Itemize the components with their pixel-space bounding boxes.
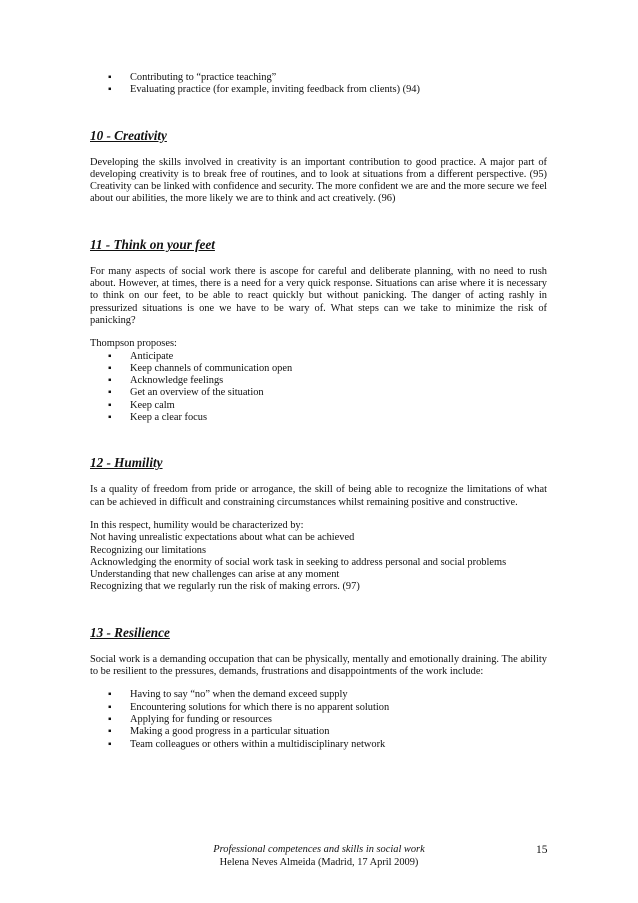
resilience-paragraph: Social work is a demanding occupation that can be physically, mentally and emotionally draining. The ability to be resilient to the pressures, demands, frustrations and disappointments of the work include:: [90, 653, 547, 678]
thompson-proposes-label: Thompson proposes:: [90, 338, 177, 350]
humility-line: Understanding that new challenges can arise at any moment: [90, 569, 340, 581]
humility-line: In this respect, humility would be characterized by:: [90, 519, 304, 531]
list-item: ▪ Encountering solutions for which there is no apparent solution: [108, 702, 547, 714]
document-page: [90, 72, 547, 751]
section-title-resilience: 13 - Resilience: [90, 624, 170, 640]
list-item: ▪ Evaluating practice (for example, inviting feedback from clients) (94): [108, 84, 547, 96]
list-item: ▪ Keep channels of communication open: [108, 363, 547, 375]
humility-line: Recognizing our limitations: [90, 544, 207, 556]
think-paragraph: For many aspects of social work there is ascope for careful and deliberate planning, with no need to rush about. However, at times, there is a need for a very quick response. Situations can arise where it is necessary to think on our feet, to be able to react quickly but without panicking. The danger of acting rashly in pressurized situations is one we have to be wary of. What steps can we take to minimize the risk of panicking?: [90, 265, 547, 326]
list-item: ▪ Making a good progress in a particular situation: [108, 726, 547, 738]
section-title-creativity: 10 - Creativity: [90, 127, 167, 143]
humility-line: Acknowledging the enormity of social work task in seeking to address personal and social problems: [90, 556, 507, 568]
creativity-paragraph: Developing the skills involved in creativity is an important contribution to good practice. A major part of developing creativity is to break free of routines, and to look at situations from a different perspective. (95) Creativity can be linked with confidence and security. The more confident we are and the more secure we feel about our abilities, the more likely we are to think and act creatively. (96): [90, 156, 547, 205]
think-bullet-list: [90, 351, 547, 425]
section-title-humility: 12 - Humility: [90, 455, 163, 471]
humility-line: Recognizing that we regularly run the risk of making errors. (97): [90, 581, 360, 593]
list-item: ▪ Get an overview of the situation: [108, 387, 547, 399]
intro-bullet-list: [90, 72, 547, 97]
list-item: ▪ Applying for funding or resources: [108, 714, 547, 726]
footer-author: Helena Neves Almeida (Madrid, 17 April 2009): [219, 857, 419, 868]
resilience-bullet-list: [90, 689, 547, 750]
page-number: 15: [536, 844, 548, 856]
footer-title: Professional competences and skills in social work: [213, 844, 425, 855]
list-item: ▪ Acknowledge feelings: [108, 375, 547, 387]
humility-paragraph: Is a quality of freedom from pride or arrogance, the skill of being able to recognize the limitations of what can be achieved in difficult and constraining circumstances whilst remaining positive and constructive.: [90, 484, 547, 508]
list-item: ▪ Having to say “no” when the demand exceed supply: [108, 689, 547, 701]
section-title-think-on-your-feet: 11 - Think on your feet: [90, 236, 215, 252]
humility-line: Not having unrealistic expectations about what can be achieved: [90, 532, 355, 544]
list-item: ▪ Keep a clear focus: [108, 412, 547, 424]
list-item: ▪ Team colleagues or others within a multidisciplinary network: [108, 739, 547, 751]
list-item: ▪ Contributing to “practice teaching”: [108, 72, 547, 84]
list-item: ▪ Keep calm: [108, 400, 547, 412]
list-item: ▪ Anticipate: [108, 351, 547, 363]
